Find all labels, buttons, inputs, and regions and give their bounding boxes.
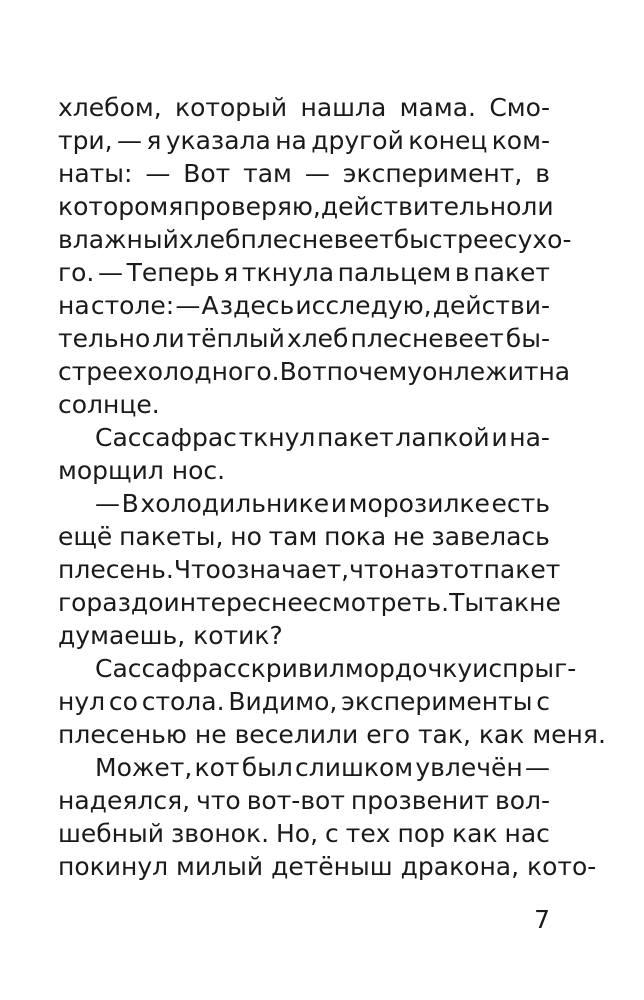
text-line: го. — Теперь я ткнула пальцем в пакет xyxy=(58,258,550,287)
text-line: надеялся, что вот-вот прозвенит вол- xyxy=(58,786,550,815)
text-line: Сассафрас ткнул пакет лапкой и на- xyxy=(95,423,550,452)
text-line: три, — я указала на другой конец ком- xyxy=(58,126,550,155)
text-line: наты: — Вот там — эксперимент, в xyxy=(58,159,550,188)
text-line: плесень. Что означает, что на этот пакет xyxy=(58,555,561,584)
text-line: влажный хлеб плесневеет быстрее сухо- xyxy=(58,225,572,254)
text-line: ещё пакеты, но там пока не завелась xyxy=(58,522,550,551)
text-line: на столе: — А здесь исследую, действи- xyxy=(58,291,550,320)
text-line: котором я проверяю, действительно ли xyxy=(58,192,554,221)
text-line: Сассафрас скривил мордочку и спрыг- xyxy=(95,654,577,683)
text-line: думаешь, котик? xyxy=(58,621,283,650)
text-line: — В холодильнике и морозилке есть xyxy=(95,489,550,518)
text-line: стрее холодного. Вот почему он лежит на xyxy=(58,357,571,386)
text-line: морщил нос. xyxy=(58,456,226,485)
text-line: шебный звонок. Но, с тех пор как нас xyxy=(58,819,550,848)
text-line: тельно ли тёплый хлеб плесневеет бы- xyxy=(58,324,550,353)
text-line: нул со стола. Видимо, эксперименты с xyxy=(58,687,550,716)
text-line: хлебом, который нашла мама. Смо- xyxy=(58,93,550,122)
page-number: 7 xyxy=(534,905,550,934)
text-line: плесенью не веселили его так, как меня. xyxy=(58,720,606,749)
body-text xyxy=(58,91,606,883)
text-line: солнце. xyxy=(58,390,160,419)
text-line: гораздо интереснее смотреть. Ты так не xyxy=(58,588,561,617)
text-line: Может, кот был слишком увлечён — xyxy=(95,753,550,782)
text-line: покинул милый детёныш дракона, кото- xyxy=(58,852,597,881)
